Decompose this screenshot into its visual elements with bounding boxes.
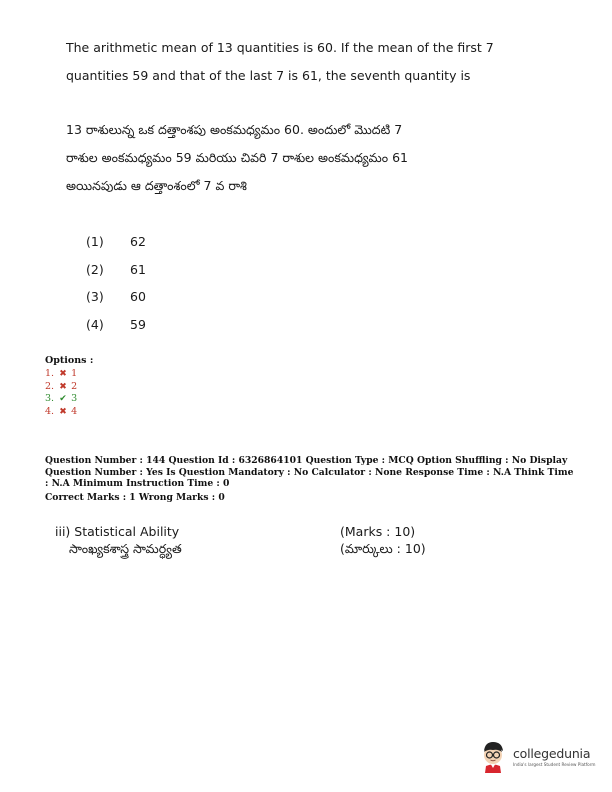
option-1 (45, 368, 93, 381)
answer-choices (86, 228, 146, 338)
option-label: 4 (71, 405, 78, 417)
choice-2 (86, 256, 146, 284)
choice-3 (86, 283, 146, 311)
choice-number: (1) (86, 234, 104, 250)
mascot-icon (476, 739, 510, 773)
logo-tagline: India's largest Student Review Platform (513, 761, 596, 767)
section-marks-telugu: (మార్కులు : 10) (340, 541, 426, 556)
choice-number: (3) (86, 289, 104, 305)
option-4 (45, 406, 93, 419)
option-number: 4. (45, 405, 55, 417)
check-icon: ✔ (59, 394, 67, 404)
section-heading (55, 522, 475, 560)
option-label: 3 (71, 393, 78, 404)
choice-value: 59 (130, 316, 146, 332)
choice-number: (4) (86, 316, 104, 332)
section-title-telugu: సాంఖ్యకశాస్త్ర సామర్ధ్యత (69, 541, 182, 556)
option-number: 1. (45, 368, 55, 379)
question-telugu-line: అయినపుడు ఆ దత్తాంశంలో 7 వ రాశి (66, 178, 247, 193)
section-row-english (55, 522, 475, 541)
question-english-line: The arithmetic mean of 13 quantities is 60. If the mean of the first 7 (66, 40, 494, 55)
question-english-line: quantities 59 and that of the last 7 is 61, the seventh quantity is (66, 68, 471, 83)
choice-value: 60 (130, 289, 146, 305)
options-list (45, 354, 93, 418)
option-3 (45, 393, 93, 406)
option-number: 3. (45, 393, 55, 404)
logo-text (513, 746, 595, 767)
question-metadata: Question Number : 144 Question Id : 6326864101 Question Type : MCQ Option Shuffling : No Display Question Number : Yes Is Question Mandatory : No Calculator : None Response Time : N.A Think Time : N.A Minimum Instruction Time : 0 (45, 455, 574, 489)
option-label: 2 (71, 380, 78, 392)
question-telugu-line: రాశుల అంకమధ్యమం 59 మరియు చివరి 7 రాశుల అంకమధ్యమం 61 (66, 150, 408, 165)
logo-name: collegedunia (513, 745, 591, 761)
choice-1 (86, 228, 146, 256)
collegedunia-logo (476, 738, 606, 774)
choice-number: (2) (86, 261, 104, 277)
option-2 (45, 381, 93, 394)
question-telugu (66, 116, 546, 200)
section-title-english: iii) Statistical Ability (55, 524, 180, 539)
choice-value: 61 (130, 261, 146, 277)
cross-icon: ✖ (59, 381, 67, 392)
option-number: 2. (45, 380, 55, 392)
options-header: Options : (45, 355, 94, 366)
cross-icon: ✖ (59, 406, 67, 417)
section-row-telugu (55, 541, 475, 560)
choice-4 (86, 311, 146, 339)
cross-icon: ✖ (59, 369, 67, 379)
question-telugu-line: 13 రాశులున్న ఒక దత్తాంశపు అంకమధ్యమం 60. అందులో మొదటి 7 (66, 122, 403, 137)
question-english (66, 34, 546, 90)
option-label: 1 (71, 368, 78, 379)
choice-value: 62 (130, 234, 146, 250)
section-marks-english: (Marks : 10) (340, 524, 416, 539)
marks-info: Correct Marks : 1 Wrong Marks : 0 (45, 492, 225, 503)
